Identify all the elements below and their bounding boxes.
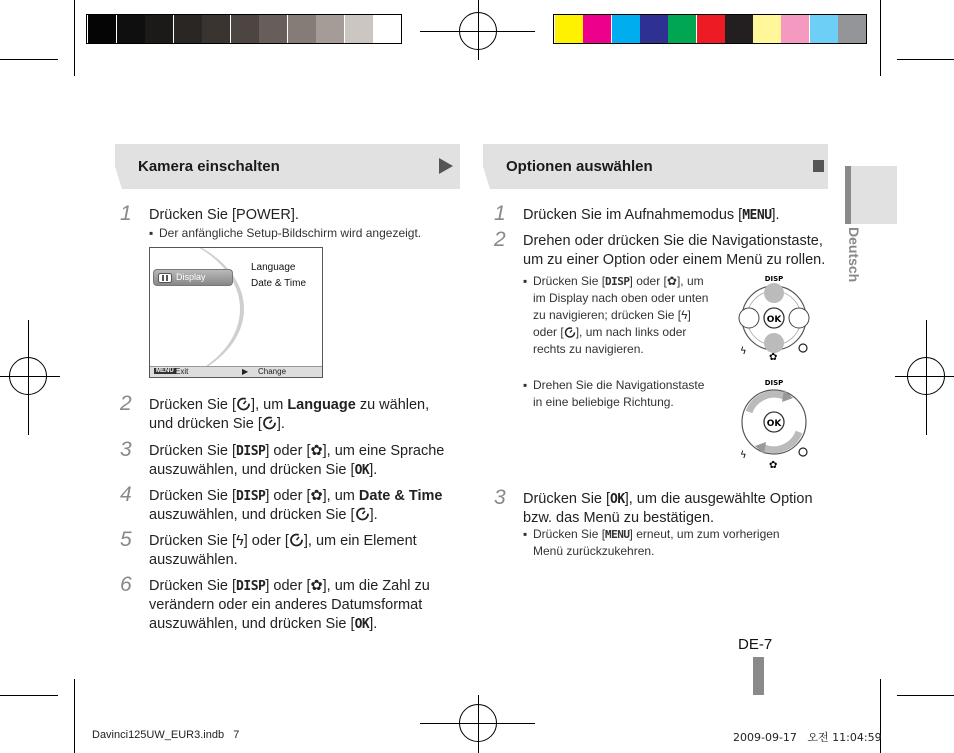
- macro-icon: ✿: [310, 578, 323, 594]
- side-tab: [847, 166, 897, 224]
- menu-key: MENU: [742, 208, 772, 223]
- step-number: 1: [120, 202, 132, 225]
- menu-key-icon: MENU: [156, 368, 174, 374]
- navigation-dial-rotate-diagram: [735, 376, 813, 470]
- ok-key: OK: [354, 463, 370, 478]
- right-step-3-bullet: ▪ Drücken Sie [MENU] erneut, um zum vorherigen Menü zurückzukehren.: [523, 527, 780, 558]
- color-swatch: [697, 15, 725, 43]
- svg-text:OK: OK: [766, 419, 782, 429]
- gray-swatch: [345, 15, 373, 43]
- screen-menu-language: Language: [251, 262, 296, 273]
- macro-icon: ✿: [310, 443, 323, 459]
- step-1-bullet: ▪ Der anfängliche Setup-Bildschirm wird angezeigt.: [149, 226, 422, 240]
- gray-swatch: [145, 15, 173, 43]
- flash-icon: ϟ: [236, 533, 244, 549]
- gray-swatch: [259, 15, 287, 43]
- end-square-icon: [813, 160, 824, 172]
- step-number: 2: [494, 228, 506, 251]
- gray-swatch: [174, 15, 202, 43]
- menu-key: MENU: [605, 528, 630, 541]
- svg-text:✿: ✿: [769, 460, 778, 470]
- right-step-2-bullet-2: ▪ Drehen Sie die Navigationstaste in eine beliebige Richtung.: [523, 378, 705, 409]
- gray-swatch: [231, 15, 259, 43]
- left-section-title: Kamera einschalten: [138, 158, 280, 175]
- camera-setup-screen: [149, 247, 323, 378]
- step-number: 1: [494, 202, 506, 225]
- right-step-2-bullet-1: ▪ Drücken Sie [DISP] oder [✿], um im Display nach oben oder unten zu navigieren; drücken Sie [ϟ] oder [ ], um nach links oder rechts zu navigieren.: [523, 274, 709, 356]
- page-number-bar: [753, 657, 764, 695]
- right-step-2-text: Drehen oder drücken Sie die Navigationstaste, um zu einer Option oder einem Menü zu rollen.: [523, 233, 826, 268]
- step-number: 6: [120, 573, 132, 596]
- timer-icon: [564, 326, 576, 338]
- disp-key: DISP: [236, 444, 266, 459]
- timer-icon: [355, 506, 370, 521]
- svg-text:✿: ✿: [769, 352, 778, 360]
- color-swatch: [753, 15, 781, 43]
- step-2-text: Drücken Sie [ ], um Language zu wählen, und drücken Sie [ ].: [149, 397, 430, 432]
- screen-curve: [149, 247, 244, 378]
- step-4-text: Drücken Sie [DISP] oder [✿], um Date & Time auszuwählen, und drücken Sie [ ].: [149, 488, 443, 523]
- side-tab-label: Deutsch: [846, 227, 862, 283]
- footer-timestamp: 2009-09-17 오전 11:04:59: [733, 731, 882, 744]
- step-number: 5: [120, 528, 132, 551]
- svg-text:DISP: DISP: [764, 379, 784, 387]
- step-3-text: Drücken Sie [DISP] oder [✿], um eine Sprache auszuwählen, und drücken Sie [OK].: [149, 443, 445, 478]
- display-icon: [158, 273, 172, 283]
- screen-footer: MENU Exit ▶ Change: [150, 366, 323, 378]
- svg-text:ϟ: ϟ: [740, 450, 747, 461]
- color-swatch: [555, 15, 583, 43]
- ok-key: OK: [610, 492, 625, 507]
- screen-menu-date-time: Date & Time: [251, 278, 307, 289]
- gray-swatch: [88, 15, 116, 43]
- macro-icon: ✿: [666, 274, 677, 288]
- step-number: 3: [120, 438, 132, 461]
- timer-icon: [236, 396, 251, 411]
- gray-swatch: [373, 15, 401, 43]
- disp-key: DISP: [236, 489, 266, 504]
- color-swatch: [668, 15, 696, 43]
- gray-swatch: [117, 15, 145, 43]
- right-arrow-icon: ▶: [242, 367, 249, 376]
- ok-key: OK: [354, 617, 370, 632]
- gray-swatch: [316, 15, 344, 43]
- gray-swatch: [288, 15, 316, 43]
- timer-icon: [289, 532, 304, 547]
- next-arrow-icon: [438, 157, 454, 175]
- footer-file: Davinci125UW_EUR3.indb 7: [92, 729, 240, 741]
- step-number: 2: [120, 392, 132, 415]
- step-number: 3: [494, 486, 506, 509]
- svg-text:OK: OK: [766, 315, 782, 325]
- color-swatch: [781, 15, 809, 43]
- power-key: POWER: [236, 207, 291, 223]
- svg-text:DISP: DISP: [764, 275, 784, 283]
- page-number: DE-7: [738, 636, 773, 653]
- color-swatch: [725, 15, 753, 43]
- color-swatch: [810, 15, 838, 43]
- flash-icon: ϟ: [681, 308, 688, 322]
- step-1-text: Drücken Sie [POWER].: [149, 207, 299, 223]
- navigation-dial-press-diagram: [735, 272, 813, 360]
- right-step-3-text: Drücken Sie [OK], um die ausgewählte Option bzw. das Menü zu bestätigen.: [523, 491, 813, 526]
- svg-text:ϟ: ϟ: [740, 346, 747, 357]
- right-step-1-text: Drücken Sie im Aufnahmemodus [MENU].: [523, 207, 780, 223]
- color-swatch: [838, 15, 866, 43]
- color-swatch: [583, 15, 611, 43]
- step-number: 4: [120, 483, 132, 506]
- screen-tab-display: Display: [153, 269, 233, 286]
- disp-key: DISP: [236, 579, 266, 594]
- gray-swatch: [202, 15, 230, 43]
- color-swatch: [640, 15, 668, 43]
- right-section-title: Optionen auswählen: [506, 158, 653, 175]
- step-5-text: Drücken Sie [ϟ] oder [ ], um ein Element auszuwählen.: [149, 533, 417, 568]
- side-tab-strip: [845, 166, 851, 224]
- timer-icon: [262, 415, 277, 430]
- step-6-text: Drücken Sie [DISP] oder [✿], um die Zahl zu verändern oder ein anderes Datumsformat auszuwählen, und drücken Sie [OK].: [149, 578, 430, 632]
- color-swatch: [612, 15, 640, 43]
- macro-icon: ✿: [310, 488, 323, 504]
- disp-key: DISP: [605, 275, 630, 288]
